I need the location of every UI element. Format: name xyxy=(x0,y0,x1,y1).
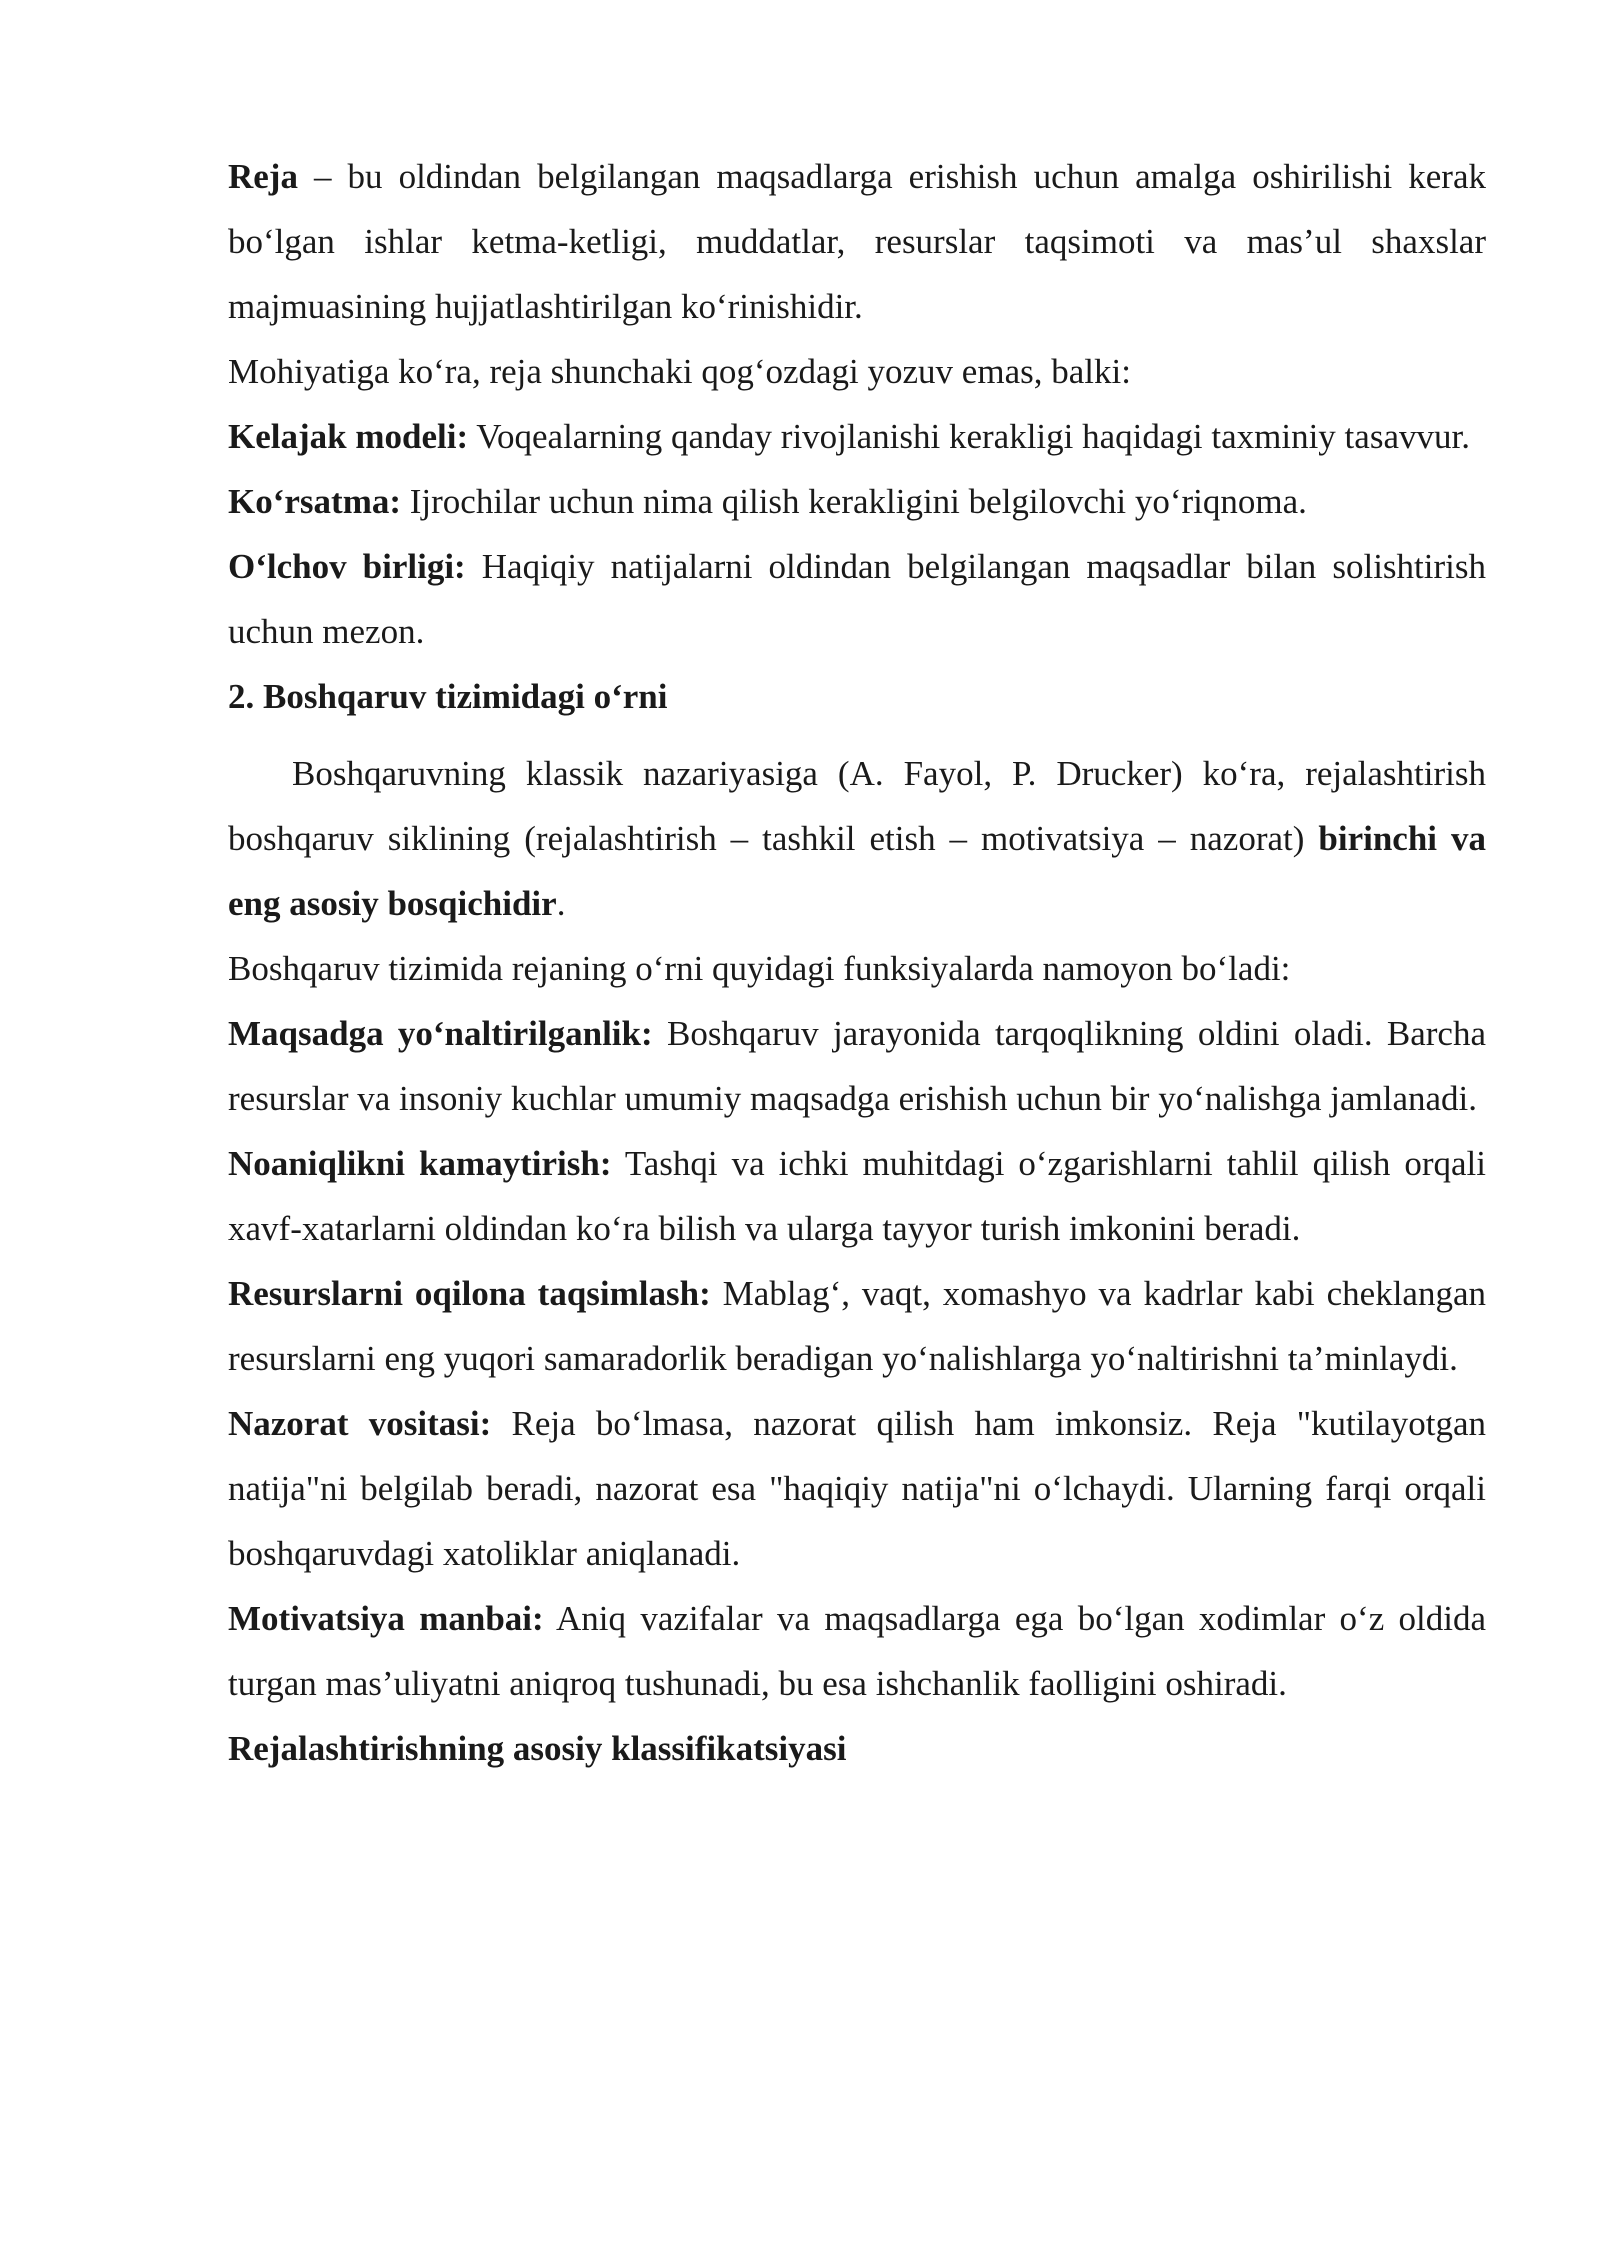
intro-text: – bu oldindan belgilangan maqsadlarga erishish uchun amalga oshirilishi kerak bo‘lgan ishlar ketma-ketligi, muddatlar, resurslar taqsimoti va mas’ul shaxslar majmuasining hujjatlashtirilgan ko‘rinishidir. xyxy=(228,157,1486,326)
intro-term: Reja xyxy=(228,157,298,196)
function-item-text: Mablag‘, vaqt, xomashyo va kadrlar kabi cheklangan resurslarni eng yuqori samaradorlik beradigan yo‘nalishlarga yo‘naltirishni ta’minlaydi. xyxy=(228,1274,1487,1378)
function-item-text: Aniq vazifalar va maqsadlarga ega bo‘lgan xodimlar o‘z oldida turgan mas’uliyatni aniqroq tushunadi, bu esa ishchanlik faolligini oshiradi. xyxy=(228,1599,1486,1703)
essence-item-text: Haqiqiy natijalarni oldindan belgilangan maqsadlar bilan solishtirish uchun mezon. xyxy=(228,547,1486,651)
essence-item xyxy=(228,469,1486,534)
essence-item-term: O‘lchov birligi: xyxy=(228,547,466,586)
function-item xyxy=(228,1131,1486,1261)
functions-lead: Boshqaruv tizimida rejaning o‘rni quyidagi funksiyalarda namoyon bo‘ladi: xyxy=(228,949,1291,988)
essence-item-term: Kelajak modeli: xyxy=(228,417,469,456)
section-3-heading: Rejalashtirishning asosiy klassifikatsiyasi xyxy=(228,1729,847,1768)
function-item-text: Boshqaruv jarayonida tarqoqlikning oldini oladi. Barcha resurslar va insoniy kuchlar umumiy maqsadga erishish uchun bir yo‘nalishga jamlanadi. xyxy=(228,1014,1487,1118)
intro-paragraph xyxy=(228,144,1486,339)
function-item-term: Maqsadga yo‘naltirilganlik: xyxy=(228,1014,653,1053)
function-item-text: Tashqi va ichki muhitdagi o‘zgarishlarni tahlil qilish orqali xavf-xatarlarni oldindan ko‘ra bilish va ularga tayyor turish imkonini beradi. xyxy=(228,1144,1486,1248)
function-item-term: Noaniqlikni kamaytirish: xyxy=(228,1144,612,1183)
function-item xyxy=(228,1586,1486,1716)
document-page xyxy=(228,144,1486,1781)
function-item xyxy=(228,1261,1486,1391)
essence-item xyxy=(228,404,1486,469)
function-item-term: Resurslarni oqilona taqsimlash: xyxy=(228,1274,711,1313)
section-2-paragraph xyxy=(228,741,1486,936)
essence-item-term: Ko‘rsatma: xyxy=(228,482,402,521)
function-item xyxy=(228,1391,1486,1586)
section-2-para-end: . xyxy=(556,884,566,923)
function-item xyxy=(228,1001,1486,1131)
essence-item-text: Ijrochilar uchun nima qilish kerakligini belgilovchi yo‘riqnoma. xyxy=(401,482,1307,521)
essence-lead: Mohiyatiga ko‘ra, reja shunchaki qog‘ozdagi yozuv emas, balki: xyxy=(228,352,1131,391)
section-2-para-bold: birinchi va eng asosiy bosqichidir xyxy=(228,819,1487,923)
function-item-term: Motivatsiya manbai: xyxy=(228,1599,544,1638)
essence-item xyxy=(228,534,1486,664)
section-2-heading: 2. Boshqaruv tizimidagi o‘rni xyxy=(228,677,668,716)
section-2-para-start: Boshqaruvning klassik nazariyasiga (A. Fayol, P. Drucker) ko‘ra, rejalashtirish boshqaruv siklining (rejalashtirish – tashkil etish – motivatsiya – nazorat) xyxy=(228,754,1486,858)
function-item-text: Reja bo‘lmasa, nazorat qilish ham imkonsiz. Reja "kutilayotgan natija"ni belgilab beradi, nazorat esa "haqiqiy natija"ni o‘lchaydi. Ularning farqi orqali boshqaruvdagi xatoliklar aniqlanadi. xyxy=(228,1404,1486,1573)
essence-item-text: Voqealarning qanday rivojlanishi kerakligi haqidagi taxminiy tasavvur. xyxy=(468,417,1470,456)
function-item-term: Nazorat vositasi: xyxy=(228,1404,492,1443)
